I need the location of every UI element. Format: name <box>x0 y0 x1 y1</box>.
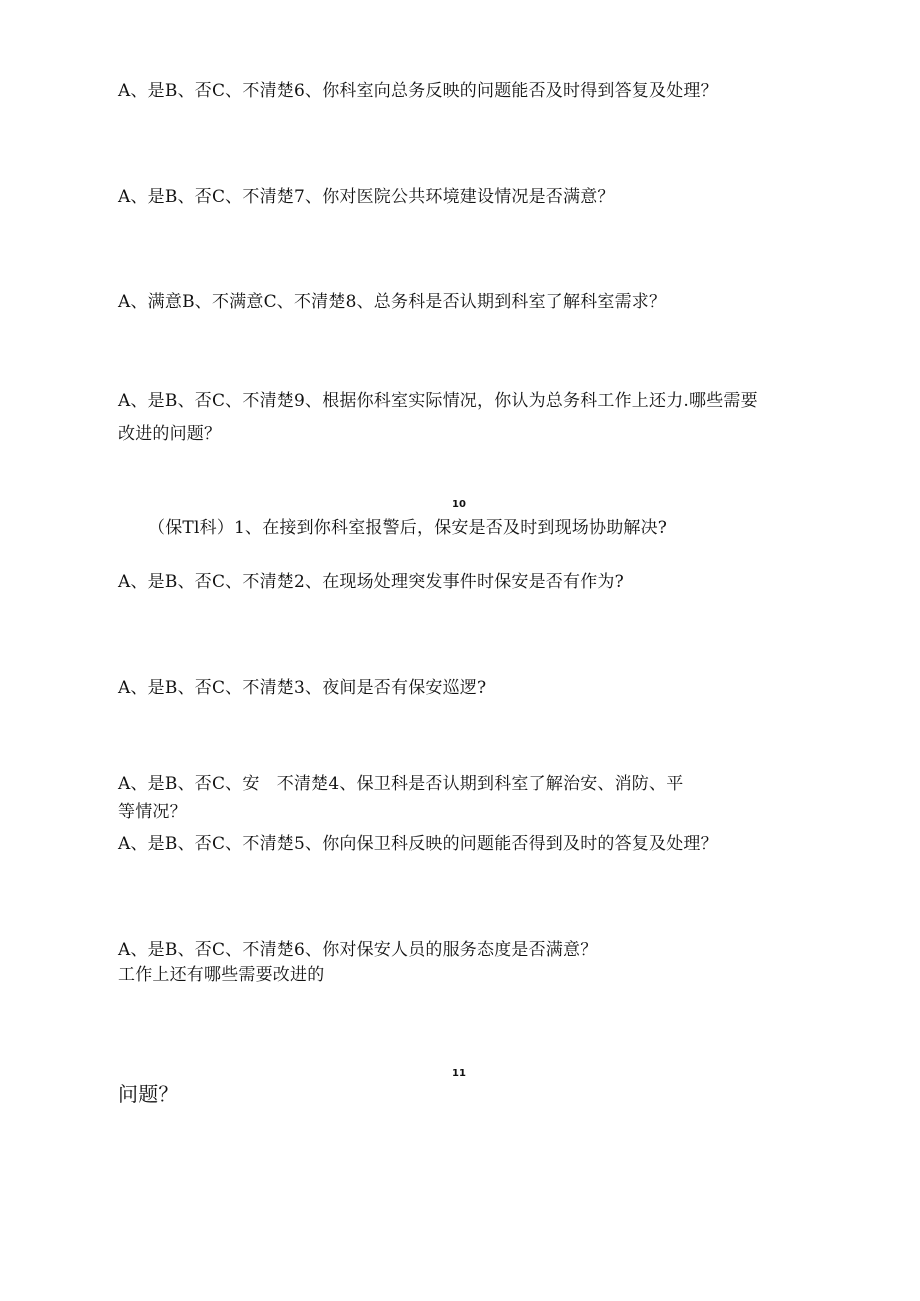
question-line: A、是B、否C、安 不清楚4、保卫科是否认期到科室了解治安、消防、平 <box>118 774 684 794</box>
question-line: A、是B、否C、不清楚7、你对医院公共环境建设情况是否满意？ <box>118 187 615 207</box>
trailing-text: 问题？ <box>118 1082 179 1106</box>
question-line: A、是B、否C、不清楚6、你对保安人员的服务态度是否满意？ <box>118 940 598 960</box>
question-line: A、是B、否C、不清楚3、夜间是否有保安巡逻? <box>118 678 487 698</box>
question-line: A、是B、否C、不清楚2、在现场处理突发事件时保安是否有作为? <box>118 572 624 592</box>
section-heading-line: （保Tl科）1、在接到你科室报警后，保安是否及时到现场协助解决? <box>148 518 668 538</box>
page-number: 10 <box>452 499 466 510</box>
question-line: A、满意B、不满意C、不清楚8、总务科是否认期到科室了解科室需求？ <box>118 292 667 312</box>
question-line-continuation: 等情况？ <box>118 802 187 822</box>
question-line: A、是B、否C、不清楚9、根据你科室实际情况，你认为总务科工作上还力.哪些需要 <box>118 391 758 411</box>
question-line-continuation: 改进的问题？ <box>118 424 222 444</box>
question-line: A、是B、否C、不清楚5、你向保卫科反映的问题能否得到及时的答复及处理？ <box>118 834 718 854</box>
question-line-continuation: 工作上还有哪些需要改进的 <box>118 965 325 985</box>
page-number: 11 <box>452 1068 466 1079</box>
question-line: A、是B、否C、不清楚6、你科室向总务反映的问题能否及时得到答复及处理？ <box>118 81 718 101</box>
